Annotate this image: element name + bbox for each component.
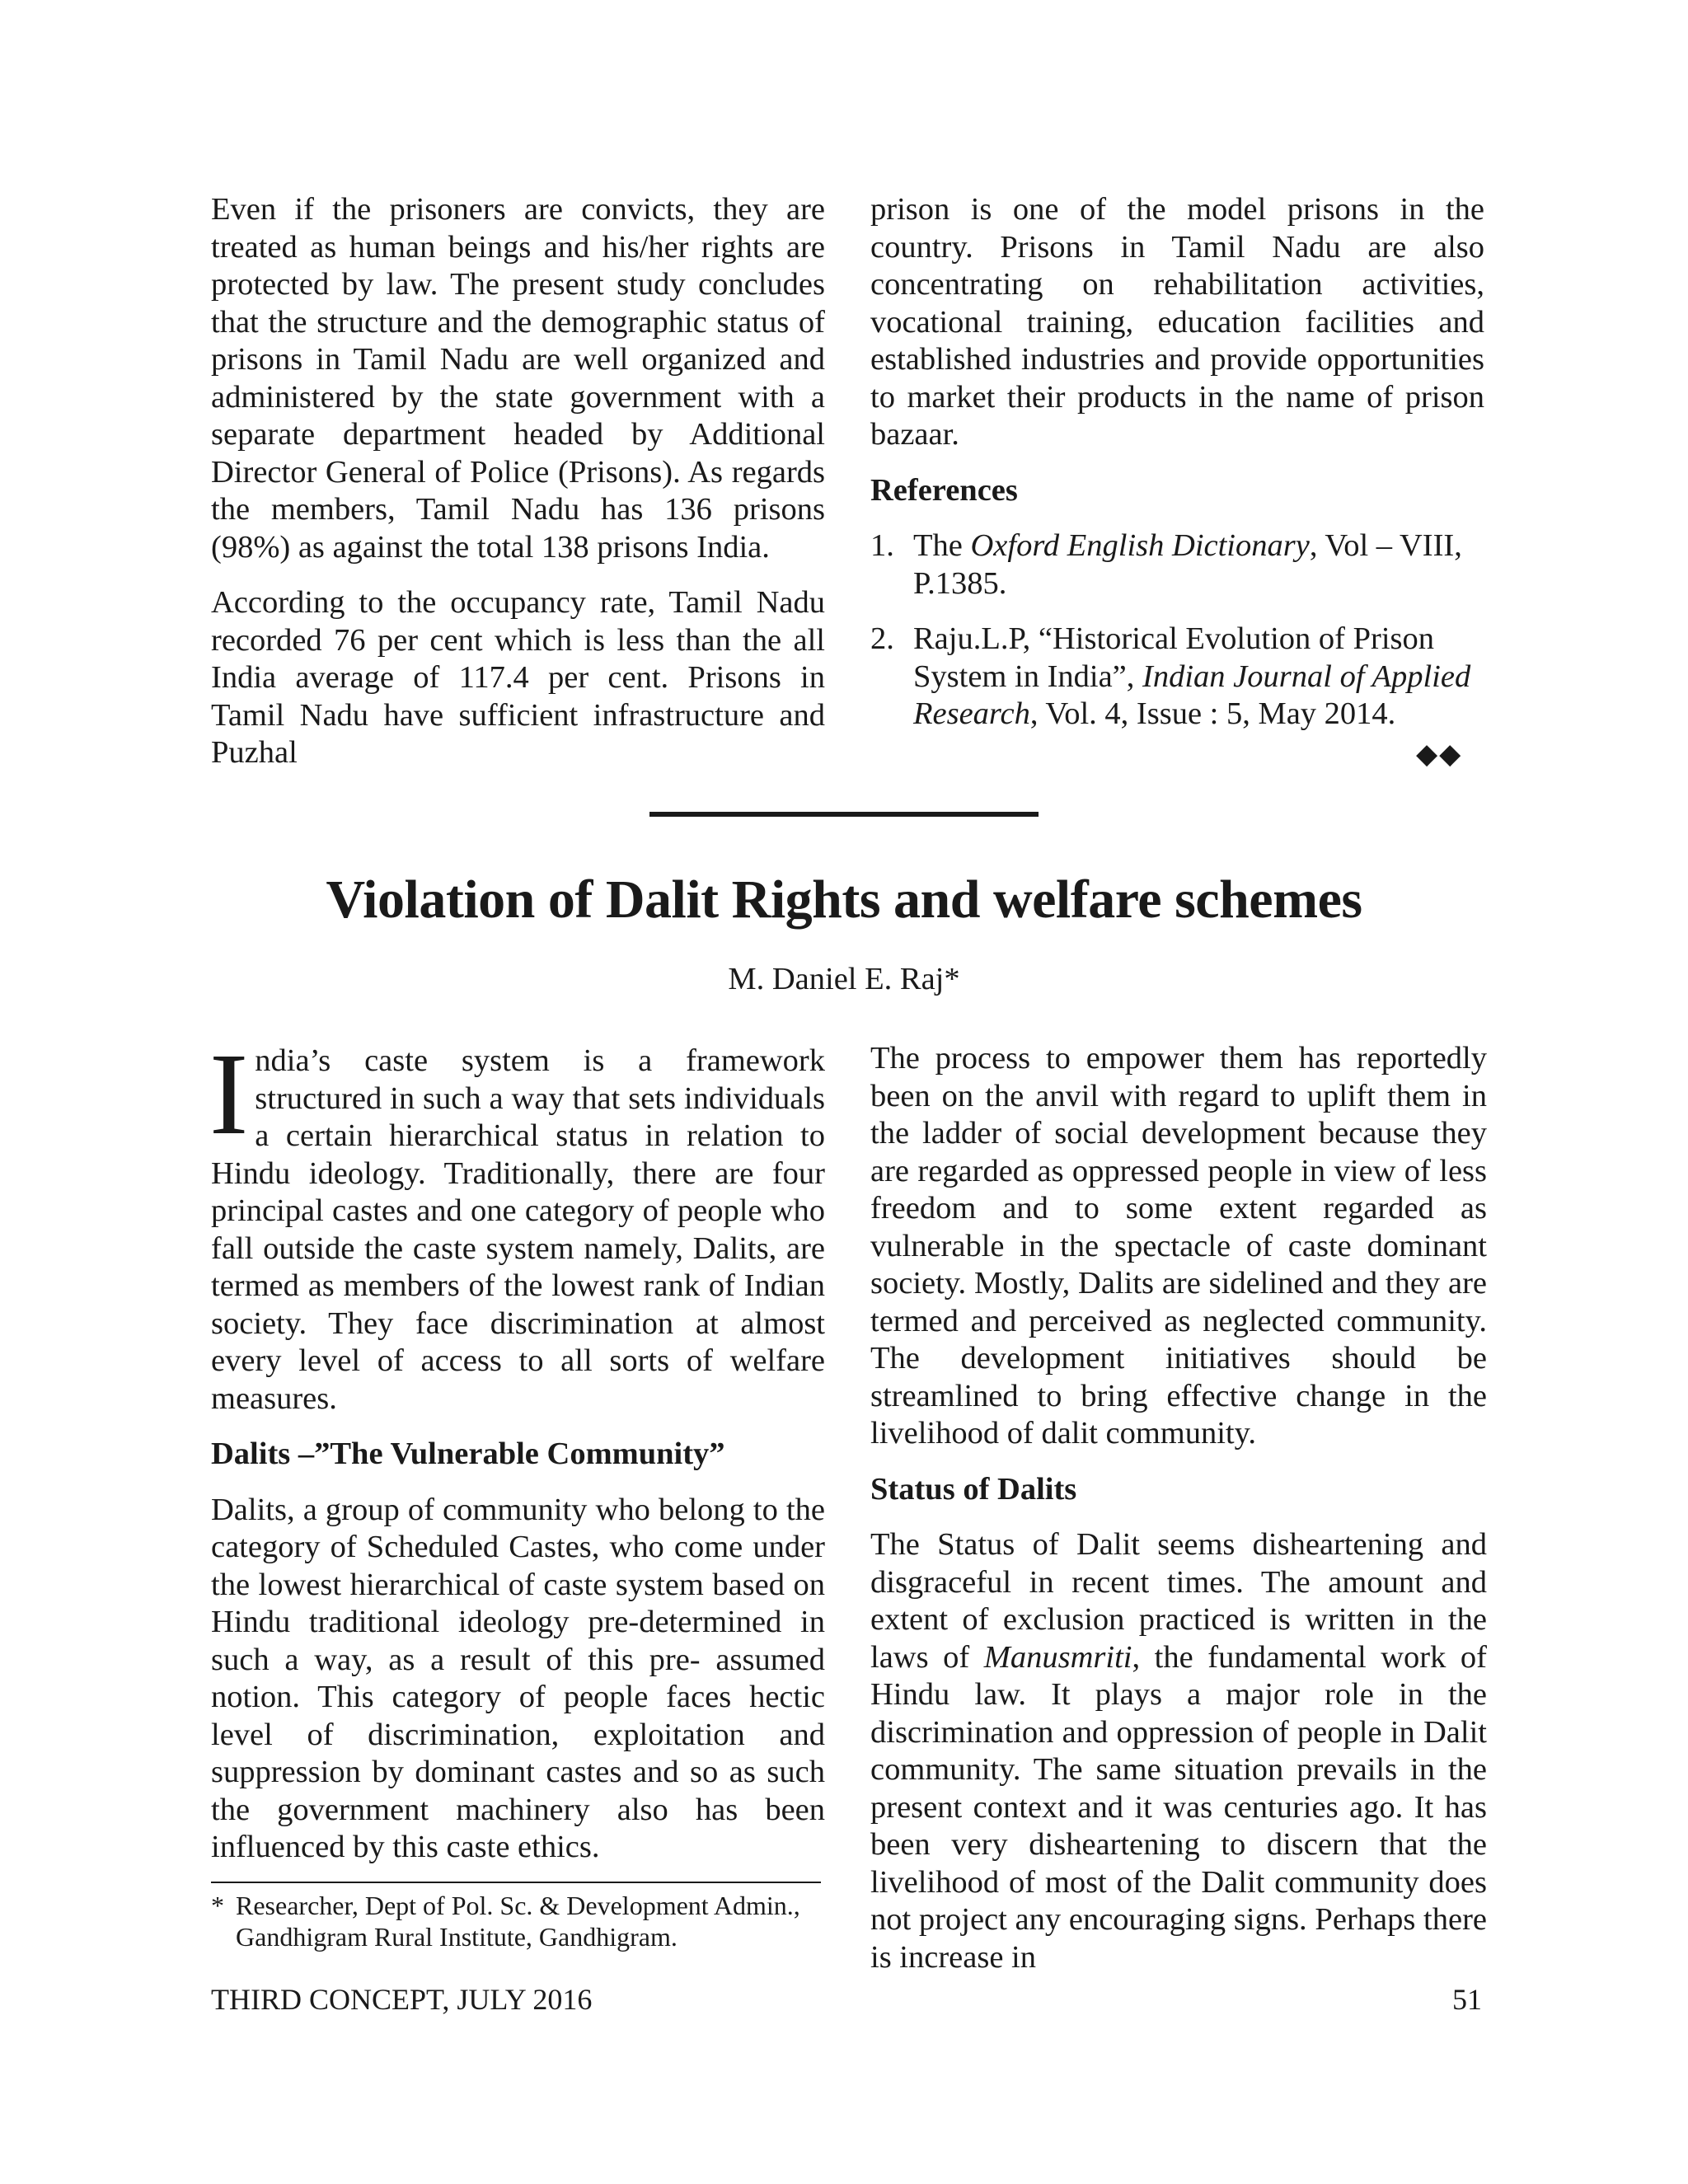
reference-item: 1. The Oxford English Dictionary, Vol – VIII, P.1385.: [870, 528, 1462, 601]
footnote-text: Researcher, Dept of Pol. Sc. & Development Admin., Gandhigram Rural Institute, Gandhigram.: [236, 1891, 800, 1952]
footer-journal-name: THIRD CONCEPT, JULY 2016: [211, 1983, 593, 2016]
paragraph: Even if the prisoners are convicts, they are treated as human beings and his/her rights are protected by law. The present study concludes that the structure and the demographic status of prisons in Tamil Nadu are well organized and administered by the state government with a separate department headed by Additional Director General of Police (Prisons). As regards the members, Tamil Nadu has 136 prisons (98%) as against the total 138 prisons India.: [211, 192, 825, 565]
footnote-rule: [211, 1882, 821, 1883]
section-heading: Status of Dalits: [870, 1471, 1077, 1507]
drop-cap: I: [209, 1029, 249, 1159]
paragraph: The Status of Dalit seems disheartening and disgraceful in recent times. The amount and extent of exclusion practiced is written in the laws of Manusmriti, the fundamental work of Hindu law. It plays a major role in the discrimination and oppression of people in Dalit community. The same situation prevails in the present context and it was centuries ago. It has been very disheartening to discern that the livelihood of most of the Dalit community does not project any encouraging signs. Perhaps there is increase in: [870, 1527, 1487, 1975]
prev-article-left-column: [211, 191, 825, 790]
references-list: [870, 527, 1484, 733]
article-right-column: [870, 1040, 1487, 1994]
end-of-article-diamonds-icon: ◆◆: [1416, 739, 1463, 770]
article-left-column: [209, 1029, 825, 1885]
references-heading: References: [870, 472, 1018, 508]
article-title: Violation of Dalit Rights and welfare schemes: [326, 869, 1362, 930]
paragraph: The process to empower them has reportedly been on the anvil with regard to uplift them in the ladder of social development because they are regarded as oppressed people in view of less freedom and to some extent regarded as vulnerable in the spectacle of caste dominant society. Mostly, Dalits are sidelined and they are termed and perceived as neglected community. The development initiatives should be streamlined to bring effective change in the livelihood of dalit community.: [870, 1041, 1487, 1451]
footnote-marker: *: [211, 1891, 224, 1920]
footnote: [211, 1890, 825, 1952]
section-heading: Dalits –”The Vulnerable Community”: [211, 1436, 725, 1471]
reference-number: 1.: [870, 528, 894, 563]
reference-number: 2.: [870, 621, 894, 656]
article-separator-rule: [649, 812, 1039, 817]
reference-journal: Indian Journal of Applied Research: [913, 658, 1471, 731]
italic-term: Manusmriti: [983, 1639, 1132, 1675]
page-number: 51: [1452, 1983, 1482, 2016]
paragraph: According to the occupancy rate, Tamil Nadu recorded 76 per cent which is less than the all India average of 117.4 per cent. Prisons in Tamil Nadu have sufficient infrastructure and Puzhal: [211, 585, 825, 770]
paragraph: Dalits, a group of community who belong to the category of Scheduled Castes, who come under the lowest hierarchical of caste system based on Hindu traditional ideology pre-determined in such a way, as a result of this pre- assumed notion. This category of people faces hectic level of discrimination, exploitation and suppression by dominant castes and so as such the government machinery also has been influenced by this caste ethics.: [211, 1492, 825, 1864]
reference-title: Oxford English Dictionary: [970, 528, 1310, 563]
intro-paragraph: India’s caste system is a framework structured in such a way that sets individuals a certain hierarchical status in relation to Hindu ideology. Traditionally, there are four principal castes and one category of people who fall outside the caste system namely, Dalits, are termed as members of the lowest rank of Indian society. They face discrimination at almost every level of access to all sorts of welfare measures.: [209, 1029, 825, 1416]
author-line: M. Daniel E. Raj*: [728, 962, 960, 996]
reference-item: 2. Raju.L.P, “Historical Evolution of Prison System in India”, Indian Journal of Applied Research, Vol. 4, Issue : 5, May 2014.: [870, 621, 1471, 731]
paragraph: prison is one of the model prisons in the country. Prisons in Tamil Nadu are also concentrating on rehabilitation activities, vocational training, education facilities and established industries and provide opportunities to market their products in the name of prison bazaar.: [870, 192, 1484, 452]
prev-article-right-column: [870, 191, 1484, 752]
